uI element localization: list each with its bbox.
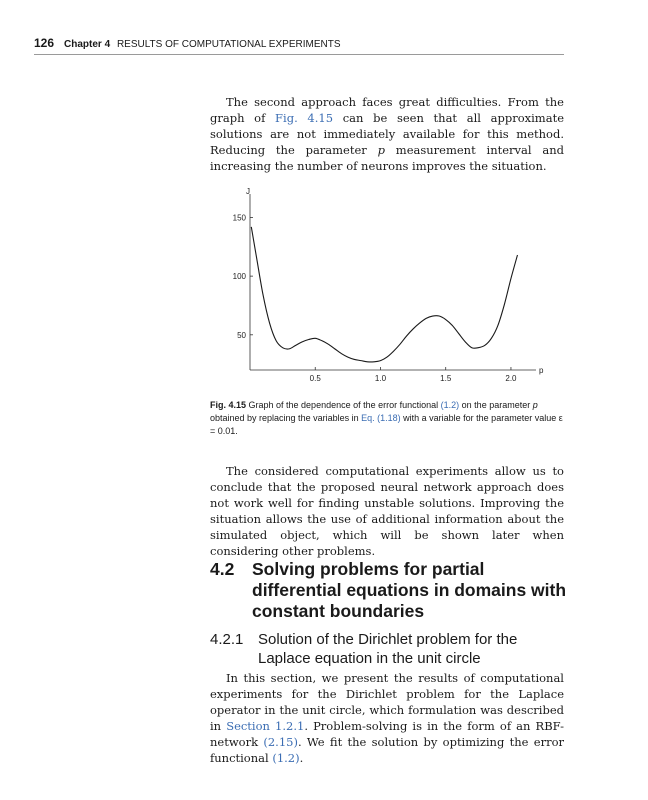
subsection-number: 4.2.1: [210, 631, 244, 648]
para1-text-b: can be seen that all approximate solutions are not immediately available for this method. Reducing the parameter: [210, 111, 564, 157]
error-curve-line: [251, 227, 517, 362]
running-head: [34, 36, 564, 55]
caption-text-d: with a variable for the parameter value: [400, 413, 559, 423]
x-tick-label: 1.5: [440, 374, 452, 383]
x-axis-label: p: [539, 366, 544, 375]
section-heading: [210, 559, 570, 622]
para3-text-c: . We fit the solution by optimizing the error functional: [210, 735, 564, 765]
axis-ticks: [233, 213, 517, 383]
error-functional-chart: [206, 184, 546, 389]
caption-text-b: on the parameter: [459, 400, 533, 410]
section-number: 4.2: [210, 559, 235, 579]
x-tick-label: 1.0: [374, 374, 387, 383]
chapter-label: Chapter 4: [64, 39, 111, 50]
functional-reference-link[interactable]: (1.2): [272, 751, 300, 765]
para1-text-a: The second approach faces great difficulties. From the graph of: [210, 95, 564, 125]
subsection-title: Solution of the Dirichlet problem for the Laplace equation in the unit circle: [258, 631, 518, 667]
section-title: Solving problems for partial differential equations in domains with constant boundaries: [252, 559, 567, 621]
paragraph-conclusion: The considered computational experiments allow us to conclude that the proposed neural network approach does not work well for finding unstable solutions. Improving the situation allows the use of additional information about the simulated object, which will be shown later when considering other problems.: [210, 464, 564, 558]
paragraph-intro: [210, 94, 564, 174]
caption-label: Fig. 4.15: [210, 400, 247, 410]
para3-text-d: .: [299, 751, 304, 765]
caption-variable: p: [532, 400, 538, 410]
subsection-heading: [210, 630, 570, 668]
y-tick-label: 150: [232, 213, 246, 223]
figure-caption: [210, 399, 570, 438]
paragraph-section-intro: [210, 670, 564, 766]
caption-text-a: Graph of the dependence of the error functional: [246, 400, 441, 410]
figure-reference-link[interactable]: Fig. 4.15: [275, 111, 334, 125]
para3-text-b: . Problem-solving is in the form of an RBF-network: [210, 719, 564, 749]
variable-p: p: [377, 143, 385, 157]
para1-text-c: measurement interval and increasing the number of neurons improves the situation.: [210, 143, 564, 173]
para3-text-a: In this section, we present the results of computational experiments for the Dirichlet problem for the Laplace operator in the unit circle, which formulation was described in: [210, 671, 564, 733]
chapter-title: RESULTS OF COMPUTATIONAL EXPERIMENTS: [116, 39, 341, 50]
section-reference-link[interactable]: Section 1.2.1: [226, 719, 305, 733]
caption-ref-functional[interactable]: (1.2): [440, 400, 460, 410]
caption-ref-equation[interactable]: Eq. (1.18): [361, 413, 401, 423]
x-tick-label: 0.5: [309, 374, 321, 383]
x-tick-label: 2.0: [505, 374, 517, 383]
y-axis-label: J: [246, 187, 250, 196]
y-tick-label: 50: [237, 330, 246, 340]
y-tick-label: 100: [232, 272, 246, 282]
equation-reference-link[interactable]: (2.15): [263, 735, 298, 749]
caption-text-c: obtained by replacing the variables in: [210, 413, 362, 423]
page-number: 126: [34, 36, 55, 50]
caption-epsilon: ε = 0.01.: [210, 413, 563, 436]
